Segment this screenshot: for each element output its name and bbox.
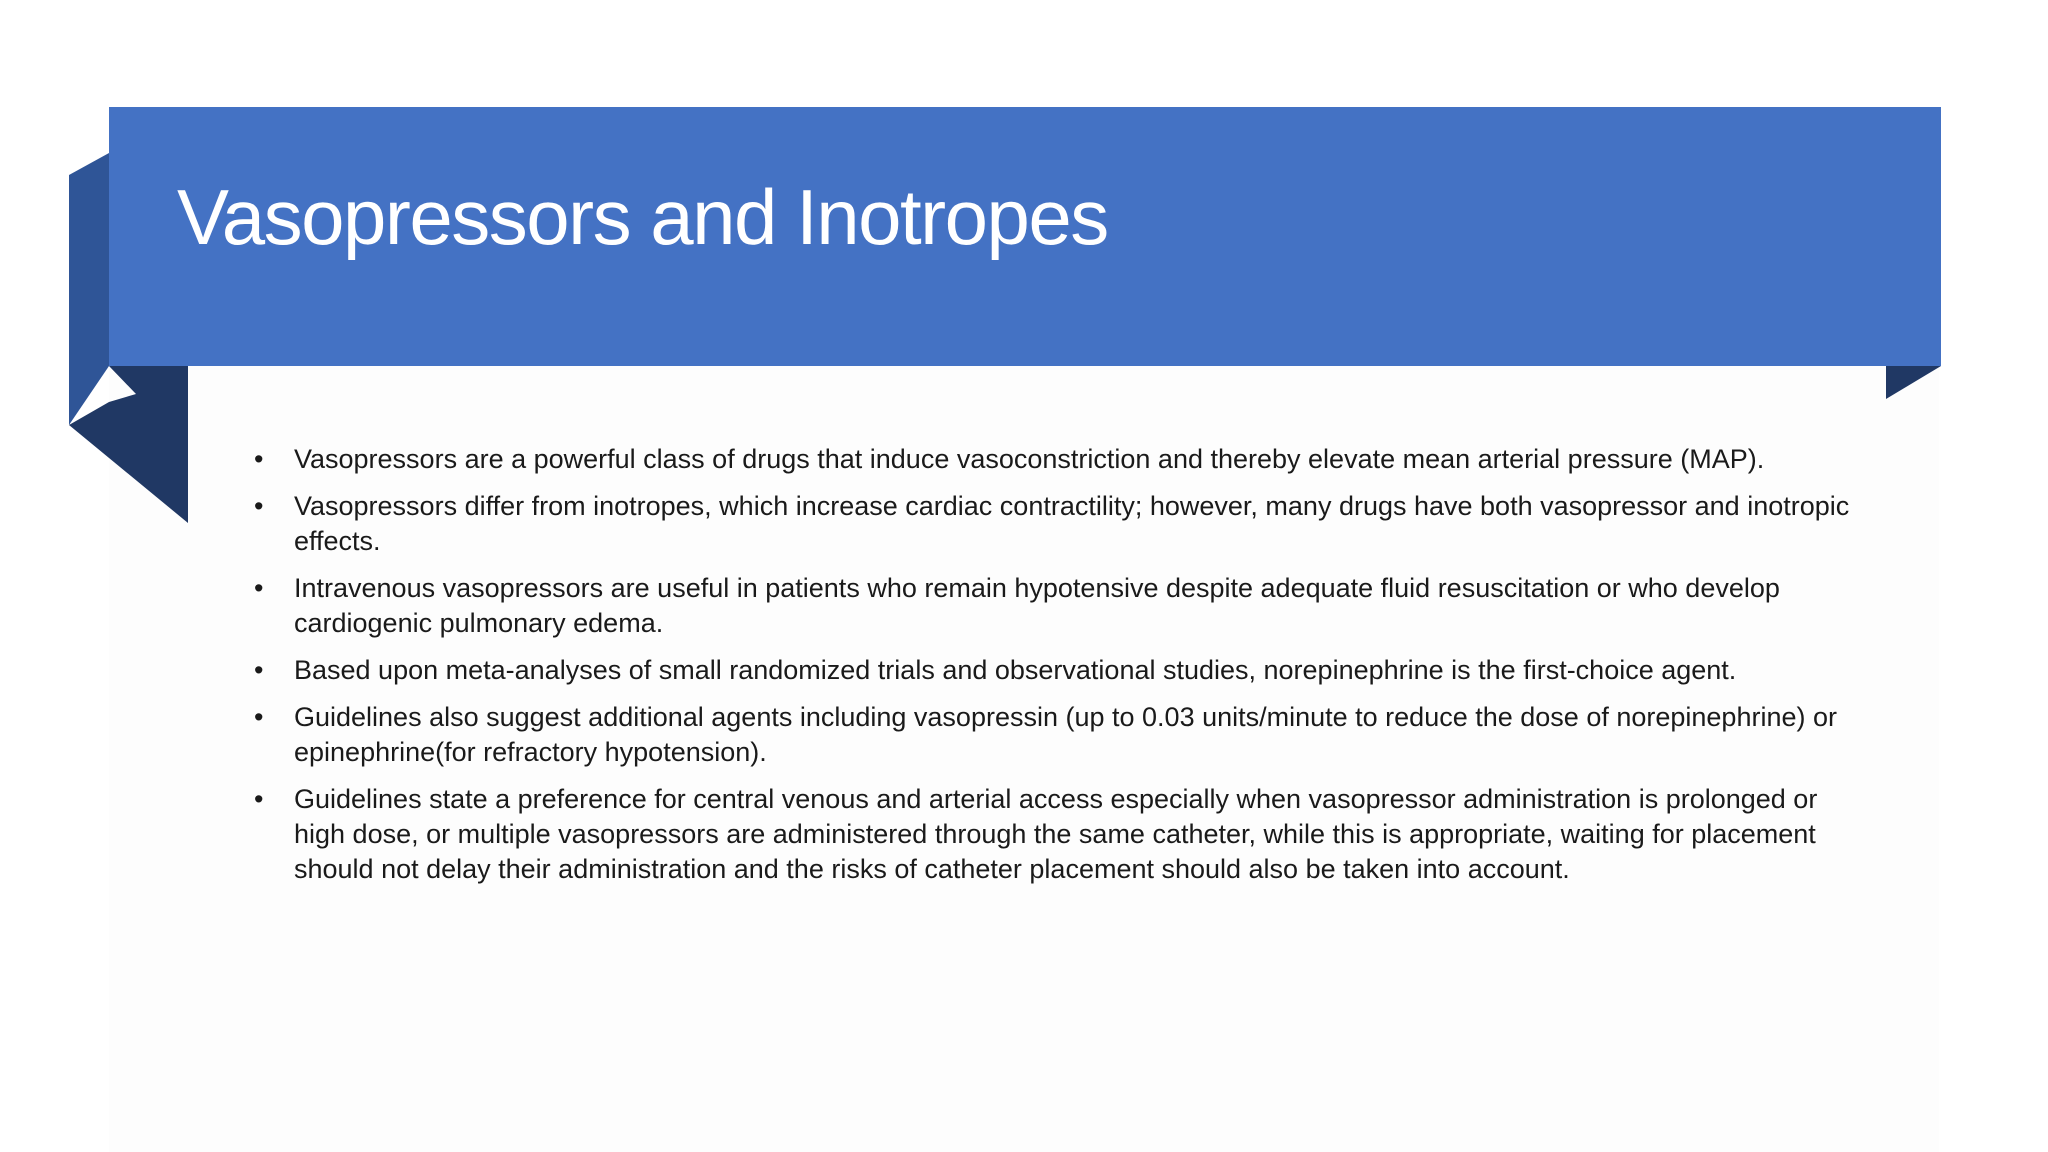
- ribbon-left-fold: [69, 153, 109, 425]
- bullet-item: [250, 782, 1855, 887]
- bullet-marker: •: [254, 655, 264, 685]
- bullet-text: Guidelines also suggest additional agents including vasopressin (up to 0.03 units/minute to reduce the dose of norepinephrine) or epinephrine(for refractory hypotension).: [294, 702, 1837, 767]
- bullet-marker: •: [254, 784, 264, 814]
- bullet-item: [250, 653, 1855, 688]
- bullet-item: [250, 571, 1855, 641]
- bullet-text: Based upon meta-analyses of small randomized trials and observational studies, norepinephrine is the first-choice agent.: [294, 655, 1737, 685]
- ribbon-right-shadow: [1886, 366, 1941, 399]
- bullet-text: Intravenous vasopressors are useful in patients who remain hypotensive despite adequate fluid resuscitation or who develop cardiogenic pulmonary edema.: [294, 573, 1780, 638]
- bullet-text: Vasopressors differ from inotropes, which increase cardiac contractility; however, many drugs have both vasopressor and inotropic effects.: [294, 491, 1850, 556]
- bullet-text: Vasopressors are a powerful class of drugs that induce vasoconstriction and thereby elevate mean arterial pressure (MAP).: [294, 444, 1765, 474]
- bullet-marker: •: [254, 702, 264, 732]
- bullet-list: [250, 442, 1855, 899]
- bullet-text: Guidelines state a preference for central venous and arterial access especially when vasopressor administration is prolonged or high dose, or multiple vasopressors are administered through the same catheter, while this is appropriate, waiting for placement should not delay their administration and the risks of catheter placement should also be taken into account.: [294, 784, 1818, 884]
- bullet-marker: •: [254, 444, 264, 474]
- bullet-item: [250, 442, 1855, 477]
- bullet-marker: •: [254, 491, 264, 521]
- bullet-item: [250, 489, 1855, 559]
- bullet-item: [250, 700, 1855, 770]
- slide-title: Vasopressors and Inotropes: [177, 173, 1108, 261]
- bullet-marker: •: [254, 573, 264, 603]
